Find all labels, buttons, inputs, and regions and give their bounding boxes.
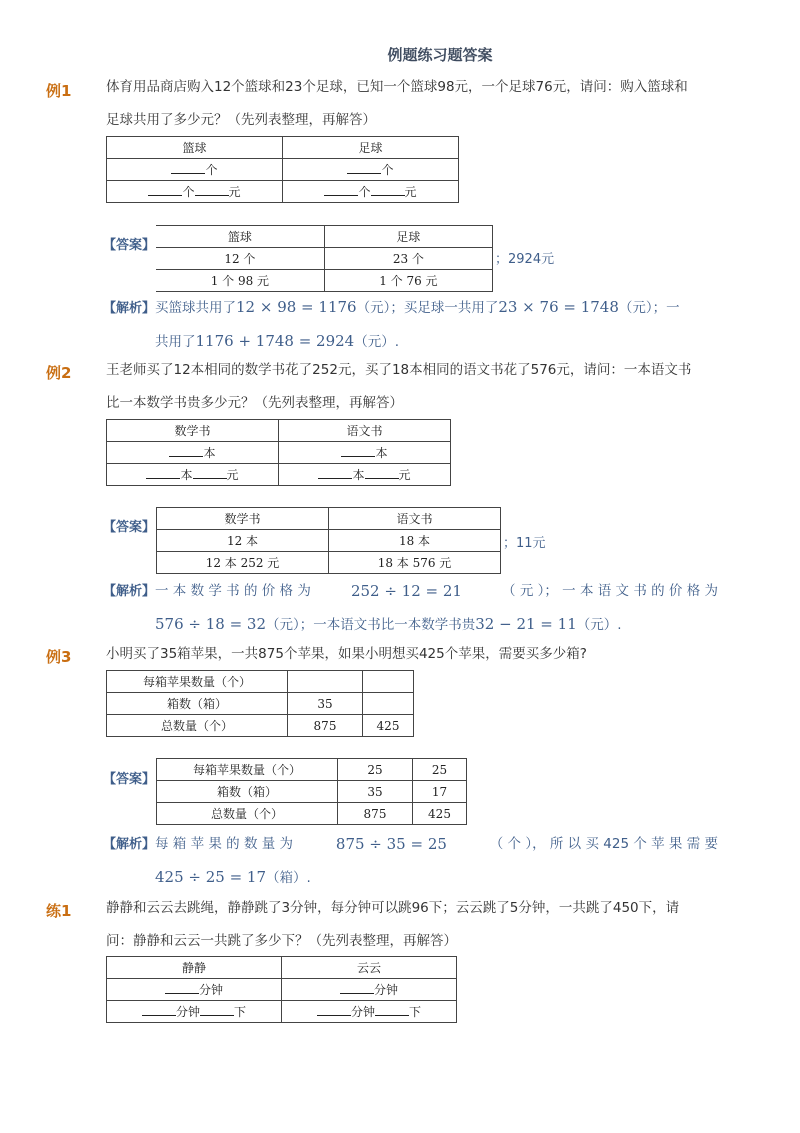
analysis-tag: 【解析】: [103, 301, 156, 316]
practice-1-question: [106, 892, 718, 958]
header-basketball: 篮球: [107, 137, 283, 159]
header-math-book: 数学书: [157, 508, 329, 530]
example-1-label: 例1: [46, 82, 72, 100]
example-1-analysis: 【解析】买篮球共用了12 × 98 = 1176（元）；买足球一共用了23 × 76 = 1748（元）；一 共用了1176 + 1748 = 2924（元）.: [103, 298, 680, 350]
question-line-2: 问：静静和云云一共跳了多少下？（先列表整理，再解答）: [106, 933, 457, 949]
answer-cell: 1 个 76 元: [324, 270, 492, 292]
value-cell: 425: [363, 715, 414, 737]
answer-cell: 12 本: [157, 530, 329, 552]
header-basketball: 篮球: [156, 226, 324, 248]
row-header: 每箱苹果数量（个）: [157, 759, 338, 781]
header-jingjing: 静静: [107, 957, 282, 979]
row-header: 总数量（个）: [107, 715, 288, 737]
answer-cell: 23 个: [324, 248, 492, 270]
answer-cell: 35: [338, 781, 413, 803]
question-line-1: 静静和云云去跳绳，静静跳了3分钟，每分钟可以跳96下；云云跳了5分钟，一共跳了450下，请: [106, 900, 680, 916]
answer-cell: 25: [413, 759, 467, 781]
blank-cell: 本 元: [279, 464, 451, 486]
example-2-label: 例2: [46, 364, 72, 382]
blank-cell: 本: [279, 442, 451, 464]
blank-cell: 本 元: [107, 464, 279, 486]
example-2-answer-table: [156, 507, 501, 574]
analysis-tag: 【解析】: [103, 584, 156, 599]
answer-cell: 875: [338, 803, 413, 825]
example-3-question: 小明买了35箱苹果，一共875个苹果，如果小明想买425个苹果，需要买多少箱?: [106, 646, 587, 662]
answer-cell: 1 个 98 元: [156, 270, 324, 292]
blank-cell: 分钟: [107, 979, 282, 1001]
answer-cell: 17: [413, 781, 467, 803]
blank-cell: 个: [107, 159, 283, 181]
example-2-blank-table: [106, 419, 451, 486]
analysis-tag: 【解析】: [103, 837, 156, 852]
answer-cell: 25: [338, 759, 413, 781]
example-2-analysis: 【解析】一 本 数 学 书 的 价 格 为 252 ÷ 12 = 21 （ 元 ）； 一 本 语 文 书 的 价 格 为 576 ÷ 18 = 32（元）；一本语文书比一本数学书贵32 − 21 = 11（元）.: [103, 582, 718, 633]
row-header: 箱数（箱）: [157, 781, 338, 803]
blank-cell: 个 元: [107, 181, 283, 203]
header-math-book: 数学书: [107, 420, 279, 442]
answer-cell: 12 个: [156, 248, 324, 270]
blank-cell: [363, 671, 414, 693]
example-3-blank-table: [106, 670, 414, 737]
page-title: 例题练习题答案: [387, 46, 493, 64]
blank-cell: [288, 671, 363, 693]
value-cell: 35: [288, 693, 363, 715]
value-cell: 875: [288, 715, 363, 737]
row-header: 每箱苹果数量（个）: [107, 671, 288, 693]
example-2-result: ；11元: [503, 536, 546, 551]
question-line-2: 比一本数学书贵多少元？（先列表整理，再解答）: [106, 395, 403, 411]
example-1-answer-table: [156, 225, 493, 292]
header-football: 足球: [283, 137, 459, 159]
answer-cell: 18 本: [329, 530, 501, 552]
answer-tag: 【答案】: [103, 520, 156, 535]
practice-1-label: 练1: [46, 902, 72, 920]
row-header: 箱数（箱）: [107, 693, 288, 715]
blank-cell: 分钟: [282, 979, 457, 1001]
example-1-result: ；2924元: [495, 252, 555, 267]
question-line-1: 王老师买了12本相同的数学书花了252元，买了18本相同的语文书花了576元，请问：一本语文书: [106, 362, 692, 378]
header-chinese-book: 语文书: [329, 508, 501, 530]
example-3-answer-table: [156, 758, 467, 825]
answer-tag: 【答案】: [103, 772, 156, 787]
example-2-question: [106, 354, 718, 420]
blank-cell: 个 元: [283, 181, 459, 203]
example-1-question: [106, 71, 718, 137]
header-football: 足球: [324, 226, 492, 248]
question-line-1: 体育用品商店购入12个篮球和23个足球，已知一个篮球98元，一个足球76元，请问：购入篮球和: [106, 79, 688, 95]
practice-1-blank-table: [106, 956, 457, 1023]
blank-cell: 分钟 下: [107, 1001, 282, 1023]
row-header: 总数量（个）: [157, 803, 338, 825]
answer-cell: 425: [413, 803, 467, 825]
example-3-label: 例3: [46, 648, 72, 666]
header-yunyun: 云云: [282, 957, 457, 979]
header-chinese-book: 语文书: [279, 420, 451, 442]
blank-cell: 分钟 下: [282, 1001, 457, 1023]
answer-cell: 18 本 576 元: [329, 552, 501, 574]
answer-tag: 【答案】: [103, 238, 156, 253]
blank-cell: 个: [283, 159, 459, 181]
answer-cell: 12 本 252 元: [157, 552, 329, 574]
blank-cell: [363, 693, 414, 715]
example-3-analysis: 【解析】每 箱 苹 果 的 数 量 为 875 ÷ 35 = 25 （ 个 ）， 所 以 买 425 个 苹 果 需 要 425 ÷ 25 = 17（箱）.: [103, 835, 718, 886]
blank-cell: 本: [107, 442, 279, 464]
question-line-2: 足球共用了多少元？（先列表整理，再解答）: [106, 112, 376, 128]
example-1-blank-table: [106, 136, 459, 203]
